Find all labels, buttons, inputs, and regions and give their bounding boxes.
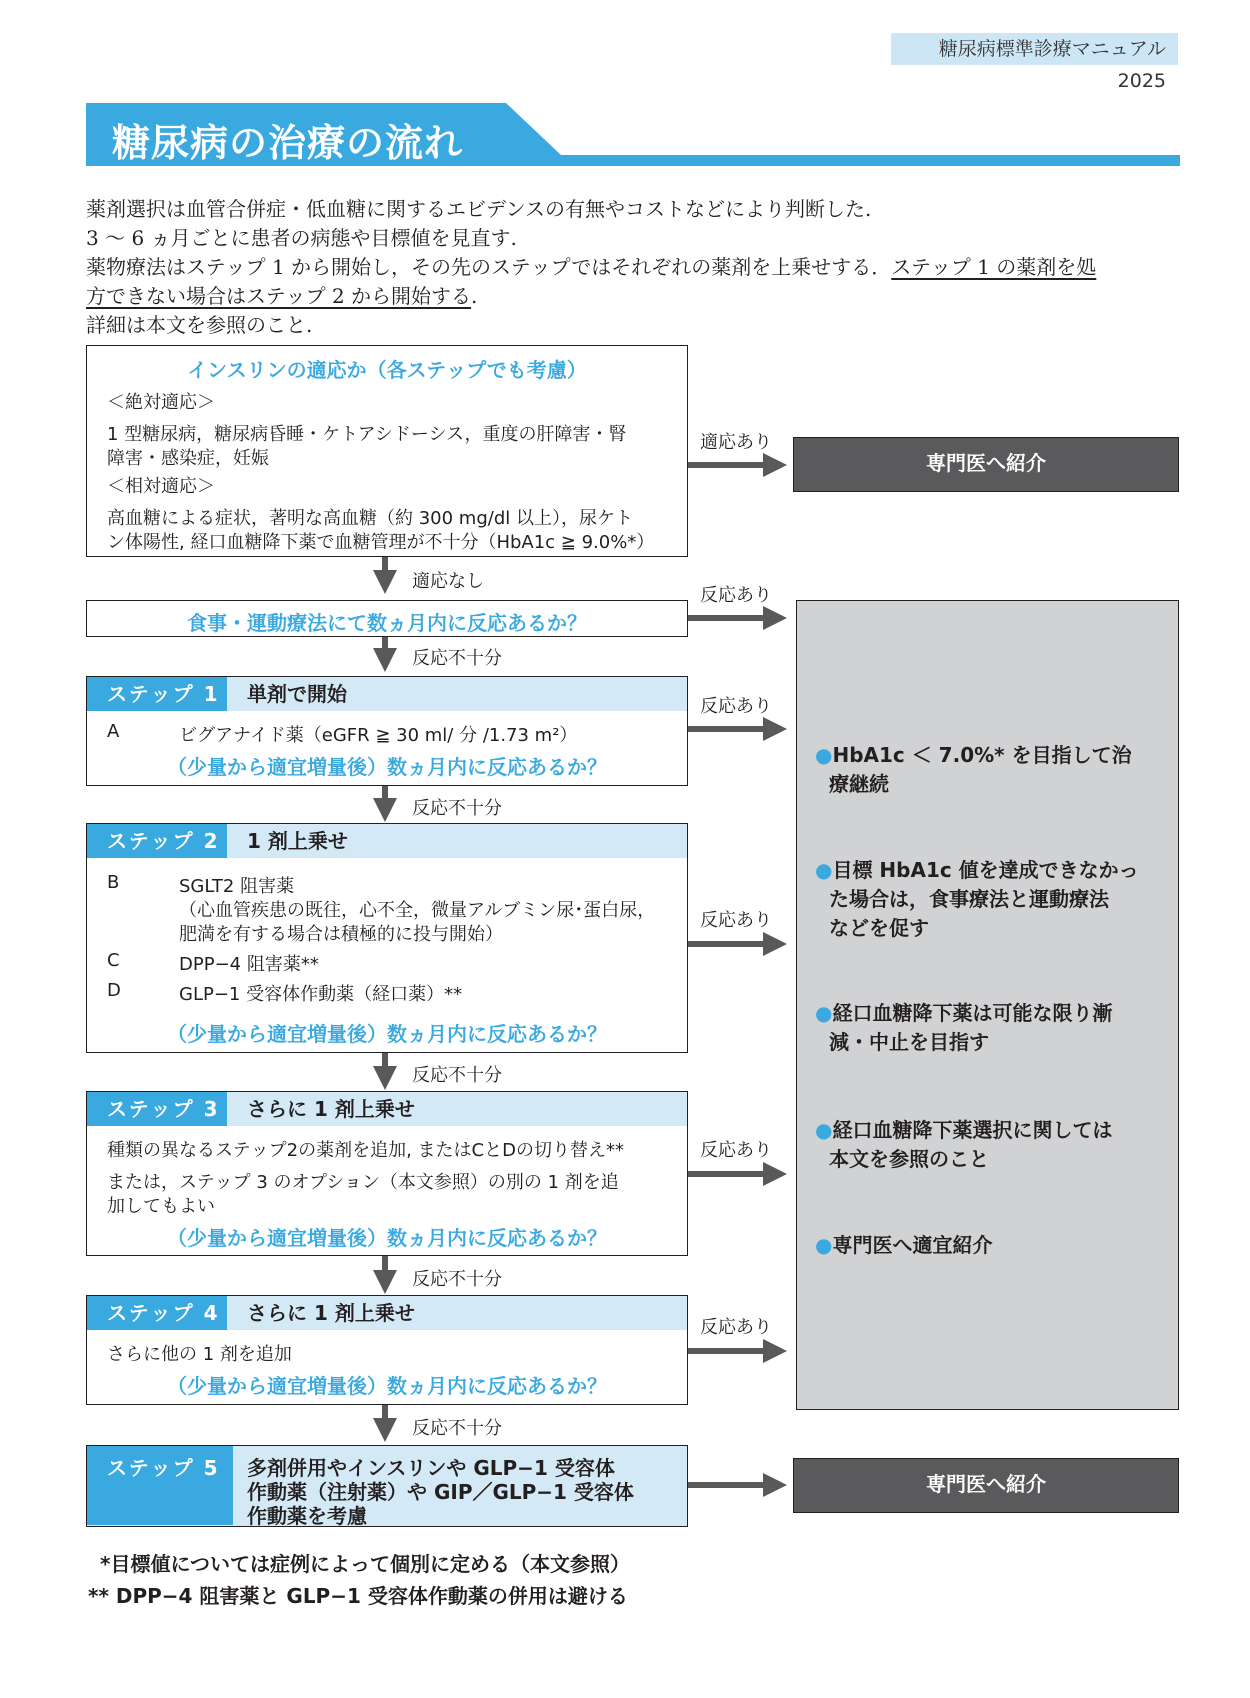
result-3b: 減・中止を目指す: [829, 1030, 989, 1054]
step4-question: （少量から適宜増量後）数ヵ月内に反応あるか？: [167, 1374, 607, 1398]
bullet-dot-icon: ●: [815, 1118, 833, 1142]
absolute-indication-heading: ＜絶対適応＞: [107, 392, 215, 413]
step5-title-1: 多剤併用やインスリンや GLP−1 受容体: [247, 1456, 615, 1480]
step2-header: [87, 824, 687, 858]
step3-header: [87, 1092, 687, 1126]
label-responded-step1: 反応あり: [700, 696, 772, 717]
bullet-dot-icon: ●: [815, 743, 833, 767]
bullet-dot-icon: ●: [815, 1001, 833, 1025]
drug-letter-b: B: [107, 872, 120, 893]
step2-question: （少量から適宜増量後）数ヵ月内に反応あるか？: [167, 1022, 607, 1046]
relative-indication-heading: ＜相対適応＞: [107, 476, 215, 497]
label-responded-step2: 反応あり: [700, 910, 772, 931]
step3-text-3: 加してもよい: [107, 1196, 215, 1217]
label-not-indicated: 適応なし: [412, 571, 484, 592]
insulin-question: インスリンの適応か（各ステップでも考慮）: [187, 358, 587, 382]
step3-title: さらに 1 剤上乗せ: [247, 1097, 415, 1121]
step5-title-3: 作動薬を考慮: [247, 1504, 367, 1528]
label-insufficient-step2: 反応不十分: [412, 1065, 502, 1086]
bullet-dot-icon: ●: [815, 858, 833, 882]
footnote-2: ** DPP−4 阻害薬と GLP−1 受容体作動薬の併用は避ける: [88, 1584, 628, 1608]
diet-question: 食事・運動療法にて数ヵ月内に反応あるか？: [187, 611, 587, 635]
step3-question: （少量から適宜増量後）数ヵ月内に反応あるか？: [167, 1226, 607, 1250]
result-bullet-5: [815, 1231, 992, 1260]
intro-line-4b: .: [471, 284, 478, 308]
step5-title-2: 作動薬（注射薬）や GIP／GLP−1 受容体: [247, 1480, 634, 1504]
label-responded-step4: 反応あり: [700, 1317, 772, 1338]
step4-header: [87, 1296, 687, 1330]
bullet-dot-icon: ●: [815, 1233, 833, 1257]
intro-line-3a: 薬物療法はステップ 1 から開始し，その先のステップではそれぞれの薬剤を上乗せする．: [86, 255, 892, 279]
absolute-indication-line-2: 障害・感染症，妊娠: [107, 448, 269, 469]
intro-line-3b: ステップ 1 の薬剤を処: [891, 255, 1097, 279]
insulin-indication-box: [86, 345, 688, 557]
step1-header: [87, 677, 687, 711]
relative-indication-line-2: ン体陽性, 経口血糖降下薬で血糖管理が不十分（HbA1c ≧ 9.0%*）: [107, 532, 655, 553]
intro-line-2: 3 ～ 6 ヵ月ごとに患者の病態や目標値を見直す.: [86, 226, 517, 250]
result-4b: 本文を参照のこと: [829, 1147, 989, 1171]
step1-label: ステップ 1: [87, 677, 227, 711]
referral-box-bottom: 専門医へ紹介: [793, 1458, 1179, 1513]
step3-text-2: または，ステップ 3 のオプション（本文参照）の別の 1 剤を追: [107, 1172, 619, 1193]
drug-biguanide: ビグアナイド薬（eGFR ≧ 30 ml/ 分 /1.73 m²）: [179, 725, 578, 746]
intro-line-4a: 方できない場合はステップ 2 から開始する: [86, 284, 472, 308]
intro-line-5: 詳細は本文を参照のこと.: [86, 313, 313, 337]
drug-sglt2: SGLT2 阻害薬: [179, 876, 295, 897]
step5-label: ステップ 5: [107, 1456, 220, 1480]
label-responded-step3: 反応あり: [700, 1140, 772, 1161]
page-title: 糖尿病の治療の流れ: [112, 121, 464, 165]
result-2b: た場合は，食事療法と運動療法: [829, 887, 1109, 911]
step1-question: （少量から適宜増量後）数ヵ月内に反応あるか？: [167, 755, 607, 779]
result-1a: HbA1c ＜ 7.0%* を目指して治: [832, 743, 1132, 767]
step4-label: ステップ 4: [87, 1296, 227, 1330]
label-responded-diet: 反応あり: [700, 585, 772, 606]
drug-letter-d: D: [107, 980, 121, 1001]
step2-label: ステップ 2: [87, 824, 227, 858]
relative-indication-line-1: 高血糖による症状，著明な高血糖（約 300 mg/dl 以上），尿ケト: [107, 508, 633, 529]
result-bullet-2: [815, 856, 1139, 943]
drug-sglt2-note-2: 肥満を有する場合は積極的に投与開始）: [179, 924, 503, 945]
result-1b: 療継続: [829, 772, 889, 796]
result-4a: 経口血糖降下薬選択に関しては: [832, 1118, 1113, 1142]
result-2c: などを促す: [829, 916, 929, 940]
treatment-continuation-panel: [796, 600, 1179, 1410]
intro-line-1: 薬剤選択は血管合併症・低血糖に関するエビデンスの有無やコストなどにより判断した.: [86, 197, 872, 221]
manual-title-tag: 糖尿病標準診療マニュアル 2025: [891, 33, 1178, 65]
label-insufficient-step4: 反応不十分: [412, 1418, 502, 1439]
drug-letter-c: C: [107, 950, 120, 971]
step1-title: 単剤で開始: [247, 682, 347, 706]
step4-title: さらに 1 剤上乗せ: [247, 1301, 415, 1325]
label-insufficient-step3: 反応不十分: [412, 1269, 502, 1290]
step4-text-1: さらに他の 1 剤を追加: [107, 1344, 292, 1365]
step2-title: 1 剤上乗せ: [247, 829, 348, 853]
drug-sglt2-note-1: （心血管疾患の既往，心不全，微量アルブミン尿･蛋白尿，: [179, 900, 656, 921]
step3-box: [86, 1091, 688, 1256]
step3-label: ステップ 3: [87, 1092, 227, 1126]
step2-box: [86, 823, 688, 1053]
drug-glp1-oral: GLP−1 受容体作動薬（経口薬）**: [179, 984, 463, 1005]
label-insufficient-step1: 反応不十分: [412, 798, 502, 819]
result-3a: 経口血糖降下薬は可能な限り漸: [832, 1001, 1113, 1025]
referral-box-top: 専門医へ紹介: [793, 437, 1179, 492]
label-insufficient-diet: 反応不十分: [412, 648, 502, 669]
result-bullet-3: [815, 999, 1112, 1057]
step3-text-1: 種類の異なるステップ2の薬剤を追加, またはCとDの切り替え**: [107, 1140, 624, 1161]
result-5: 専門医へ適宜紹介: [832, 1233, 993, 1257]
result-bullet-1: [815, 741, 1132, 799]
drug-dpp4: DPP−4 阻害薬**: [179, 954, 319, 975]
step4-box: [86, 1295, 688, 1405]
result-2a: 目標 HbA1c 値を達成できなかっ: [832, 858, 1139, 882]
label-indicated: 適応あり: [700, 432, 772, 453]
drug-letter-a: A: [107, 721, 120, 742]
result-bullet-4: [815, 1116, 1112, 1174]
diet-exercise-box: [86, 600, 688, 637]
step1-box: [86, 676, 688, 786]
footnote-1: *目標値については症例によって個別に定める（本文参照）: [100, 1552, 631, 1576]
step5-box: [86, 1445, 688, 1527]
absolute-indication-line-1: 1 型糖尿病，糖尿病昏睡・ケトアシドーシス，重度の肝障害・腎: [107, 424, 627, 445]
